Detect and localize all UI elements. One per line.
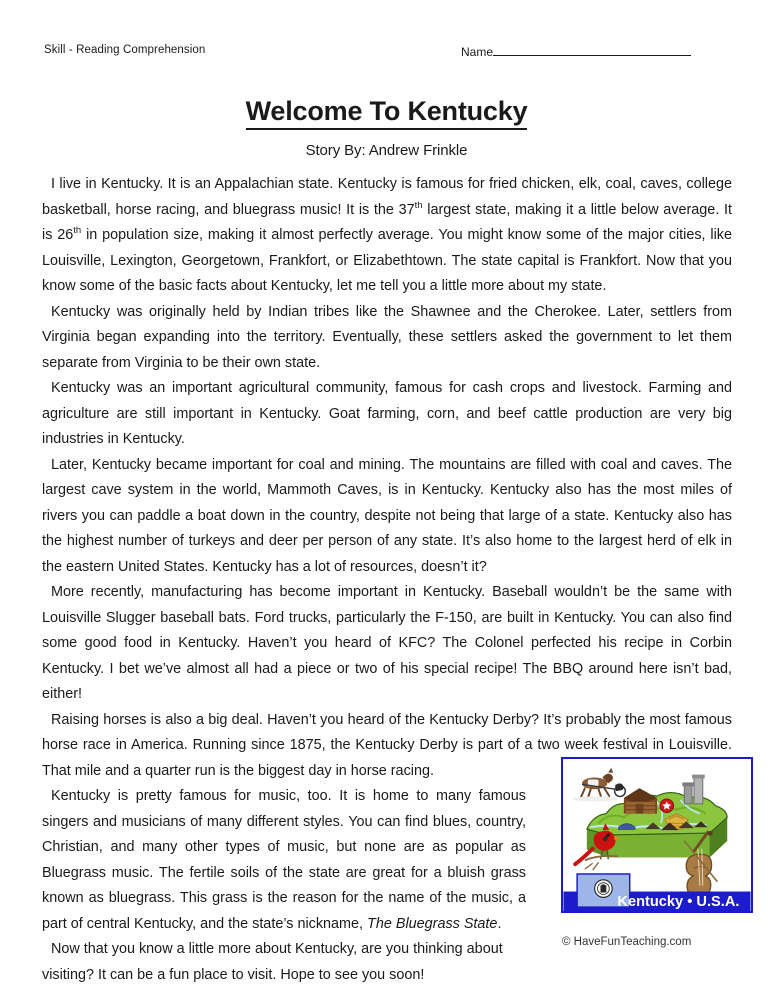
name-label: Name: [460, 45, 493, 59]
p1-text-a: I live in Kentucky. It is an Appalachian state. Kentucky is famous for fried chicken, elk, coal, caves, college basketball, horse racing, and bluegrass music! It is the 37: [42, 176, 732, 218]
story-byline: Story By: Andrew Frinkle: [305, 142, 468, 160]
name-input-line[interactable]: [493, 44, 691, 56]
state-nickname: The Bluegrass State: [367, 915, 498, 932]
p7-text-b: .: [497, 915, 502, 932]
story-paragraph-3: Kentucky was an important agricultural community, famous for cash crops and livestock. Farming and agriculture are still important in Kentucky. Goat farming, corn, and beef cattle production are very big industries in Kentucky.: [42, 380, 732, 447]
story-paragraph-2: Kentucky was originally held by Indian tribes like the Shawnee and the Cherokee. Later, settlers from Virginia began expanding into the territory. Eventually, these settlers asked the government to let them separate from Virginia to be their own state.: [42, 303, 732, 371]
p1-ordinal-suffix-1: th: [414, 199, 423, 211]
kentucky-illustration-svg: [563, 759, 751, 911]
title-block: [0, 96, 773, 159]
name-field-group: [461, 44, 691, 59]
story-paragraph-8: Now that you know a little more about Kentucky, are you thinking about visiting? It can be a fun place to visit. Hope to see you soon!: [42, 941, 503, 983]
p1-ordinal-suffix-2: th: [73, 225, 82, 237]
footer-credit: © HaveFunTeaching.com: [562, 936, 692, 948]
page-title: Welcome To Kentucky: [246, 96, 528, 130]
story-paragraph-1: [42, 172, 732, 300]
p1-text-b: largest state, making it a little below average. It is 26: [42, 201, 733, 243]
story-paragraph-5: More recently, manufacturing has become important in Kentucky. Baseball wouldn’t be the same with Louisville Slugger baseball bats. Ford trucks, particularly the F-150, are built in Kentucky. You can also find some good food in Kentucky. Haven’t you heard of KFC? The Colonel perfected his recipe in Corbin Kentucky. I bet we’ve almost all had a piece or two of his special recipe! The BBQ around here isn’t bad, either!: [42, 584, 732, 702]
p7-text-a: Kentucky is pretty famous for music, too. It is home to many famous singers and musicians of many different styles. You can find blues, country, Christian, and many other types of music, but none are as popular as Bluegrass music. The fertile soils of the state are great for a bluish grass known as bluegrass. This grass is the reason for the name of the music, a part of central Kentucky, and the state’s nickname,: [42, 788, 526, 932]
p1-text-c: in population size, making it almost perfectly average. You might know some of the major cities, like Louisville, Lexington, Georgetown, Frankfort, or Elizabethtown. The state capital is Frankfort. Now that you know some of the basic facts about Kentucky, let me tell you a little more about my state.: [42, 227, 732, 294]
skill-label: Skill - Reading Comprehension: [44, 44, 206, 56]
story-paragraph-6: Raising horses is also a big deal. Haven’t you heard of the Kentucky Derby? It’s probably the most famous horse race in America. Running since 1875, the Kentucky Derby is part of a two week festival in Louisville. That mile and a quarter run is the biggest day in horse racing.: [42, 711, 732, 779]
capital-star-marker-icon: [660, 799, 674, 813]
worksheet-header: [44, 44, 729, 68]
kentucky-illustration: [561, 757, 753, 913]
banner-label: Kentucky • U.S.A.: [617, 894, 740, 911]
story-paragraph-4: Later, Kentucky became important for coal and mining. The mountains are filled with coal and caves. The largest cave system in the world, Mammoth Caves, is in Kentucky. Kentucky also has the most miles of rivers you can paddle a boat down in the country, despite not being that large of a state. Kentucky also has the highest number of turkeys and deer per person of any state. It’s also home to the largest herd of elk in the eastern United States. Kentucky has a lot of resources, doesn’t it?: [42, 456, 732, 575]
